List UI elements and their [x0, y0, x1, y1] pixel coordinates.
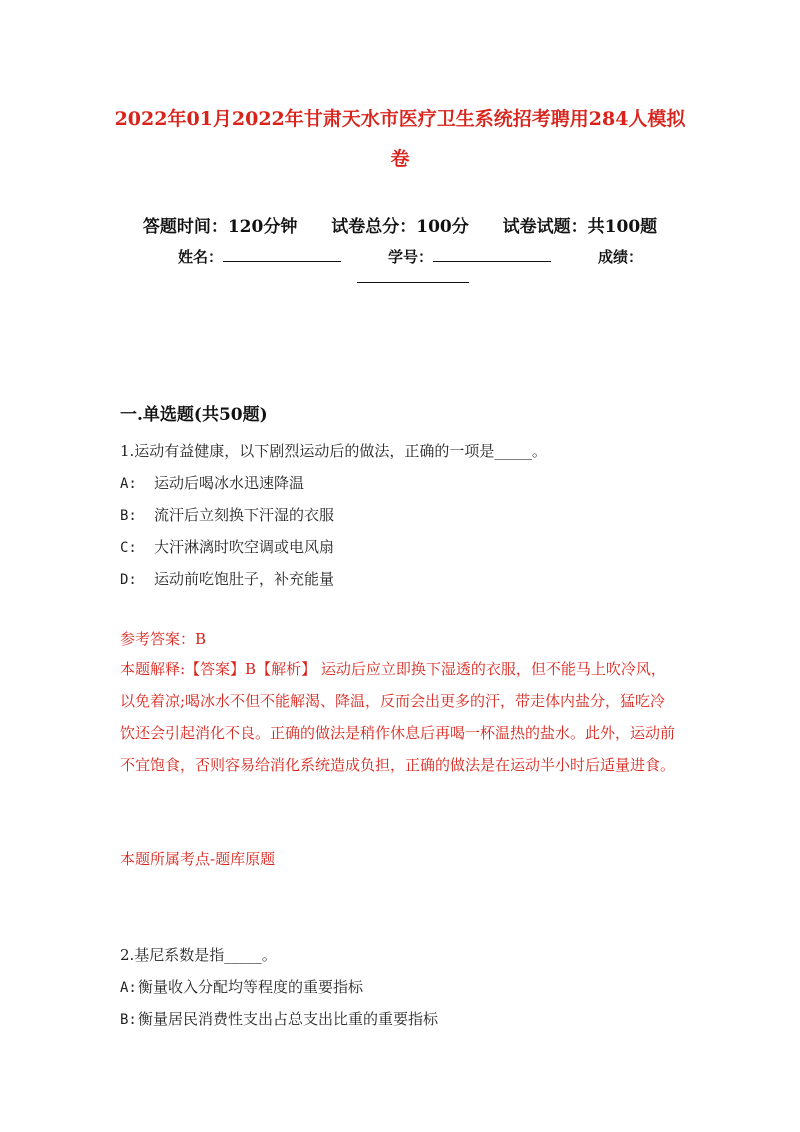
name-label: 姓名： — [178, 248, 224, 266]
option-key: C: — [120, 540, 137, 556]
score-blank — [357, 282, 469, 283]
option-b — [120, 504, 334, 525]
option-d — [120, 568, 334, 589]
total-score: 试卷总分：100分 — [331, 217, 469, 237]
option-text: 运动后喝冰水迅速降温 — [154, 474, 305, 492]
option-key: B: — [120, 1012, 137, 1028]
answer-time: 答题时间：120分钟 — [142, 217, 298, 237]
student-id-field — [388, 246, 551, 267]
section-heading: 一.单选题(共50题) — [120, 405, 268, 425]
exam-meta — [0, 212, 800, 237]
question-stem: 1.运动有益健康，以下剧烈运动后的做法，正确的一项是_____。 — [120, 442, 547, 460]
exam-title-line-1: 2022年01月2022年甘肃天水市医疗卫生系统招考聘用284人模拟 — [114, 108, 686, 130]
option-key: D: — [120, 572, 137, 588]
name-blank — [223, 247, 341, 262]
student-id-blank — [433, 247, 551, 262]
question-count: 试卷试题：共100题 — [502, 217, 658, 237]
exam-title-line-2: 卷 — [390, 148, 410, 170]
option-text: 流汗后立刻换下汗湿的衣服 — [154, 506, 335, 524]
answer-explanation: 本题解释:【答案】B【解析】 运动后应立即换下湿透的衣服，但不能马上吹冷风，以免着凉;喝冰水不但不能解渴、降温，反而会出更多的汗，带走体内盐分，猛吃冷饮还会引起消化不良。正确的做法是稍作休息后再喝一杯温热的盐水。此外，运动前不宜饱食，否则容易给消化系统造成负担，正确的做法是在运动半小时后适量进食。 — [120, 660, 676, 774]
option-a — [120, 472, 304, 493]
name-field — [178, 246, 341, 267]
option-text: 衡量收入分配均等程度的重要指标 — [138, 978, 364, 996]
option-b — [120, 1008, 438, 1029]
option-key: A: — [120, 980, 137, 996]
option-key: B: — [120, 508, 137, 524]
option-text: 运动前吃饱肚子，补充能量 — [154, 570, 335, 588]
option-text: 大汗淋漓时吹空调或电风扇 — [154, 538, 335, 556]
student-id-label: 学号： — [388, 248, 434, 266]
reference-answer: 参考答案：B — [120, 630, 207, 648]
question-source: 本题所属考点-题库原题 — [120, 850, 276, 868]
score-label: 成绩： — [598, 248, 644, 266]
option-c — [120, 536, 334, 557]
option-text: 衡量居民消费性支出占总支出比重的重要指标 — [138, 1010, 439, 1028]
option-key: A: — [120, 476, 137, 492]
option-a — [120, 976, 363, 997]
score-field — [598, 246, 643, 267]
question-stem: 2.基尼系数是指_____。 — [120, 946, 277, 964]
